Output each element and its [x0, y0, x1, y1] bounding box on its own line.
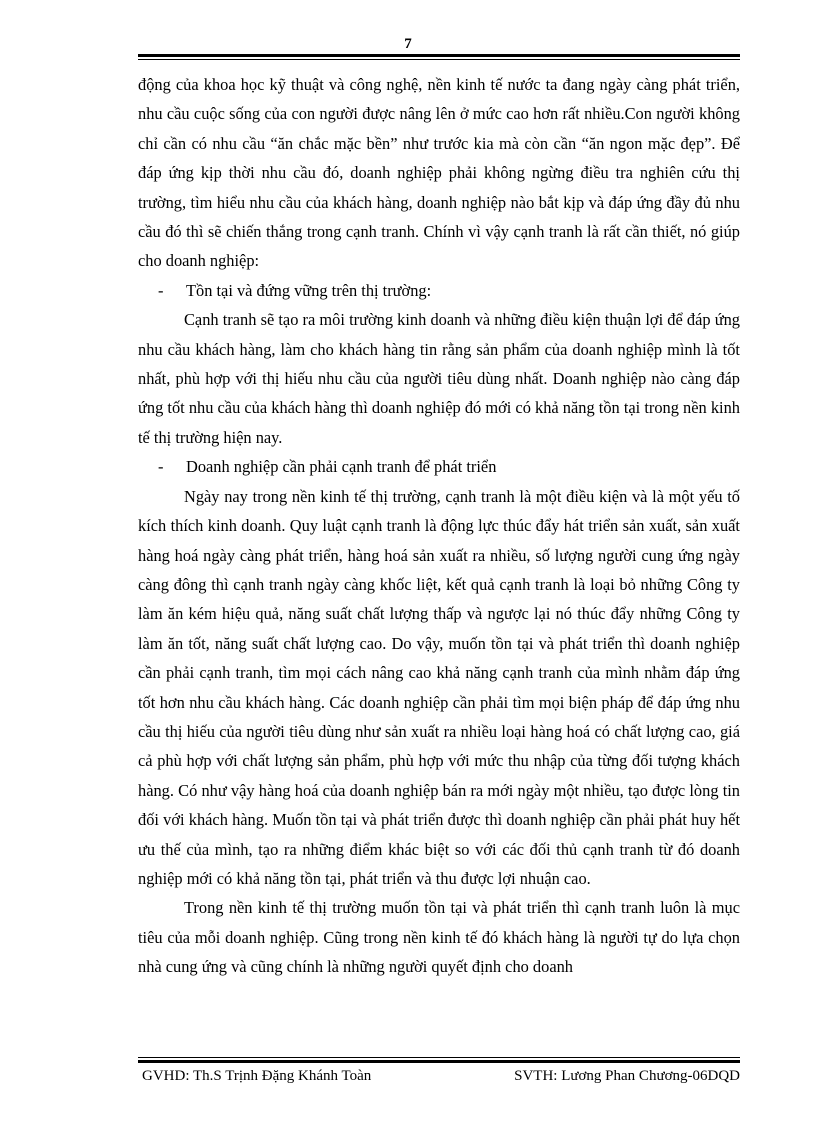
paragraph-2: Cạnh tranh sẽ tạo ra môi trường kinh doanh và những điều kiện thuận lợi để đáp ứng nhu cầu khách hàng, làm cho khách hàng tin rằng sản phẩm của doanh nghiệp mình là tốt nhất, phù hợp với thị hiếu nhu cầu của người tiêu dùng nhất. Doanh nghiệp nào càng đáp ứng tốt nhu cầu của khách hàng thì doanh nghiệp đó mới có khả năng tồn tại trong nền kinh tế thị trường hiện nay. [138, 310, 740, 447]
bullet-text: Tồn tại và đứng vững trên thị trường: [186, 280, 432, 300]
header-rule [138, 54, 740, 60]
paragraph-4: Trong nền kinh tế thị trường muốn tồn tại và phát triển thì cạnh tranh luôn là mục tiêu của mỗi doanh nghiệp. Cũng trong nền kinh tế đó khách hàng là người tự do lựa chọn nhà cung ứng và cũng chính là những người quyết định cho doanh [138, 898, 740, 977]
footer-supervisor: GVHD: Th.S Trịnh Đặng Khánh Toàn [142, 1068, 372, 1084]
footer-student: SVTH: Lương Phan Chương-06DQD [514, 1068, 740, 1084]
bullet-dash: - [158, 280, 164, 300]
footer-rule [138, 1057, 740, 1063]
page-footer [138, 1068, 740, 1085]
bullet-dash: - [158, 457, 164, 477]
paragraph-1: động của khoa học kỹ thuật và công nghệ, nền kinh tế nước ta đang ngày càng phát triển, nhu cầu cuộc sống của con người được nâng lên ở mức cao hơn rất nhiều.Con người không chỉ cần có nhu cầu “ăn chắc mặc bền” như trước kia mà còn cần “ăn ngon mặc đẹp”. Để đáp ứng kịp thời nhu cầu đó, doanh nghiệp phải không ngừng điều tra nghiên cứu thị trường, tìm hiểu nhu cầu của khách hàng, doanh nghiệp nào bắt kịp và đáp ứng đầy đủ nhu cầu đó thì sẽ chiến thắng trong cạnh tranh. Chính vì vậy cạnh tranh là rất cần thiết, nó giúp cho doanh nghiệp: [138, 75, 740, 271]
page-number: 7 [404, 36, 412, 52]
bullet-item-1 [138, 276, 740, 305]
bullet-text: Doanh nghiệp cần phải cạnh tranh để phát triển [186, 457, 497, 477]
document-body [138, 70, 740, 982]
paragraph-3: Ngày nay trong nền kinh tế thị trường, cạnh tranh là một điều kiện và là một yếu tố kích thích kinh doanh. Quy luật cạnh tranh là động lực thúc đẩy hát triển sản xuất, sản xuất hàng hoá ngày càng phát triển, hàng hoá sản xuất ra nhiều, số lượng người cung ứng ngày càng đông thì cạnh tranh ngày càng khốc liệt, kết quả cạnh tranh là loại bỏ những Công ty làm ăn kém hiệu quả, năng suất chất lượng thấp và ngược lại nó thúc đẩy những Công ty làm ăn tốt, năng suất chất lượng cao. Do vậy, muốn tồn tại và phát triển thì doanh nghiệp cần phải cạnh tranh, tìm mọi cách nâng cao khả năng cạnh tranh của mình nhằm đáp ứng tốt hơn nhu cầu khách hàng. Các doanh nghiệp cần phải tìm mọi biện pháp để đáp ứng nhu cầu thị hiếu của người tiêu dùng như sản xuất ra nhiều loại hàng hoá có chất lượng cao, giá cả phù hợp với chất lượng sản phẩm, phù hợp với mức thu nhập của từng đối tượng khách hàng. Có như vậy hàng hoá của doanh nghiệp bán ra mới ngày một nhiều, tạo được lòng tin đối với khách hàng. Muốn tồn tại và phát triển được thì doanh nghiệp cần phải phát huy hết ưu thế của mình, tạo ra những điểm khác biệt so với các đối thủ cạnh tranh từ đó doanh nghiệp mới có khả năng tồn tại, phát triển và thu được lợi nhuận cao. [138, 486, 740, 888]
bullet-item-2 [138, 452, 740, 481]
